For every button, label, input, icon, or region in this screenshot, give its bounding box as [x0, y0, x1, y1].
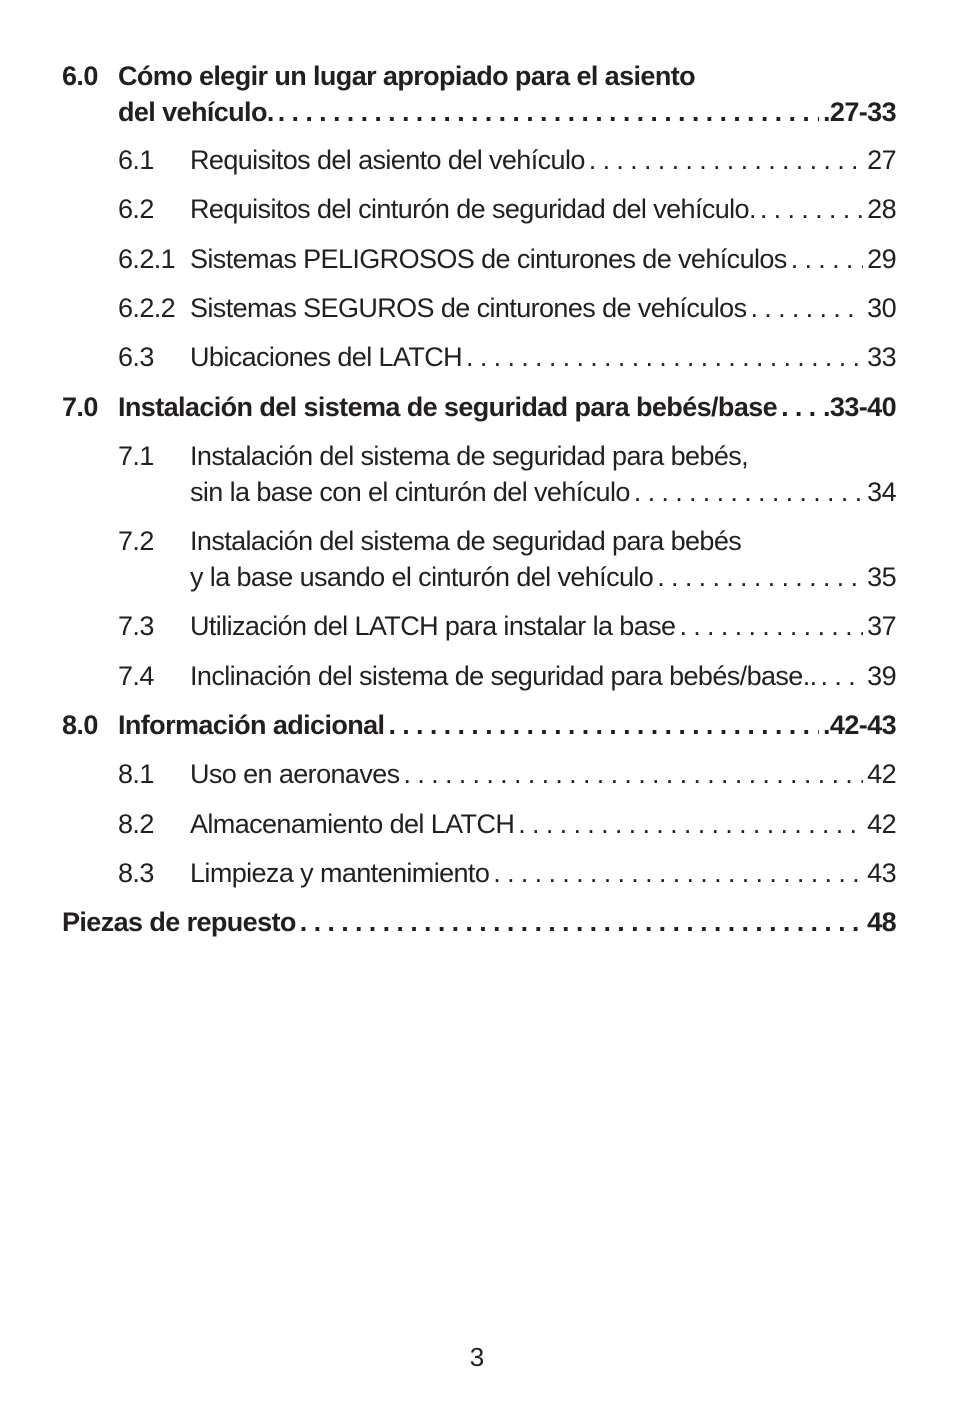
toc-entry-page: 42 [867, 759, 896, 789]
toc-dot-leader [585, 142, 863, 178]
toc-entry[interactable] [62, 806, 896, 842]
toc-entry-title: Instalación del sistema de seguridad para bebés/base [118, 392, 778, 422]
toc-entry-title: Información adicional [118, 710, 385, 740]
toc-entry-page: 30 [867, 293, 896, 323]
toc-dot-leader [400, 756, 864, 792]
toc-entry-page: 34 [867, 477, 896, 507]
toc-entry-title: Requisitos del asiento del vehículo [190, 145, 585, 175]
toc-entry-page: 37 [867, 611, 896, 641]
toc-entry[interactable] [62, 756, 896, 792]
toc-dot-leader [274, 94, 819, 130]
toc-entry[interactable] [62, 191, 896, 227]
toc-entry-page: 48 [867, 907, 896, 937]
toc-dot-leader [777, 389, 819, 425]
toc-entry-page: 33 [867, 342, 896, 372]
toc-entry-title: Cómo elegir un lugar apropiado para el asiento [118, 61, 696, 91]
toc-dot-leader [384, 707, 819, 743]
toc-entry-number: 7.1 [118, 441, 154, 471]
toc-entry[interactable] [62, 608, 896, 644]
toc-dot-leader [630, 474, 863, 510]
toc-entry-title: Instalación del sistema de seguridad para bebés, [190, 441, 749, 471]
toc-entry-number: 8.2 [118, 809, 154, 839]
toc-entry[interactable] [62, 707, 896, 743]
toc-dot-leader [462, 339, 863, 375]
toc-entry-number: 6.0 [62, 61, 98, 91]
toc-entry[interactable] [62, 658, 896, 694]
toc-entry[interactable] [62, 904, 896, 940]
toc-entry-title: Uso en aeronaves [190, 759, 400, 789]
toc-entry-page: 35 [867, 562, 896, 592]
toc-entry-number: 7.4 [118, 661, 154, 691]
toc-entry-title: Instalación del sistema de seguridad para bebés [190, 526, 742, 556]
toc-entry-title: Limpieza y mantenimiento [190, 858, 490, 888]
toc-entry-page: .33-40 [823, 392, 896, 422]
toc-entry-title: del vehículo. [118, 97, 274, 127]
toc-entry-number: 8.3 [118, 858, 154, 888]
toc-entry-title: Sistemas PELIGROSOS de cinturones de vehículos [190, 244, 787, 274]
toc-dot-leader [296, 904, 863, 940]
toc-entry-number: 8.0 [62, 710, 98, 740]
toc-entry-title: y la base usando el cinturón del vehículo [190, 562, 654, 592]
toc-entry-page: 27 [867, 145, 896, 175]
toc-entry-number: 6.2.2 [118, 293, 176, 323]
toc-entry[interactable] [62, 339, 896, 375]
toc-entry-title: Inclinación del sistema de seguridad para bebés/base.. [190, 661, 817, 691]
toc-entry[interactable] [62, 438, 896, 510]
toc-entry-title: Requisitos del cinturón de seguridad del vehículo. [190, 194, 756, 224]
toc-dot-leader [514, 806, 863, 842]
page-number: 3 [469, 1342, 485, 1372]
toc-entry[interactable] [62, 389, 896, 425]
toc-dot-leader [756, 191, 863, 227]
toc-entry-number: 6.2 [118, 194, 154, 224]
toc-entry-number: 7.0 [62, 392, 98, 422]
toc-dot-leader [489, 855, 863, 891]
toc-entry-page: .27-33 [823, 97, 896, 127]
toc-entry-title: Sistemas SEGUROS de cinturones de vehículos [190, 293, 747, 323]
toc-entry-page: 28 [867, 194, 896, 224]
toc-entry[interactable] [62, 241, 896, 277]
toc-entry-number: 6.3 [118, 342, 154, 372]
toc-entry-number: 8.1 [118, 759, 154, 789]
toc-entry-number: 7.3 [118, 611, 154, 641]
toc-entry-number: 6.1 [118, 145, 154, 175]
toc-entry-page: 39 [867, 661, 896, 691]
toc-dot-leader [653, 559, 863, 595]
toc-entry-title: Almacenamiento del LATCH [190, 809, 515, 839]
toc-entry-page: 42 [867, 809, 896, 839]
toc-entry[interactable] [62, 523, 896, 595]
toc-entry[interactable] [62, 855, 896, 891]
toc-dot-leader [787, 241, 863, 277]
toc-entry[interactable] [62, 142, 896, 178]
toc-entry-page: .42-43 [823, 710, 896, 740]
toc-entry-title: sin la base con el cinturón del vehículo [190, 477, 630, 507]
toc-entry-title: Piezas de repuesto [62, 907, 296, 937]
toc-dot-leader [817, 658, 864, 694]
toc-entry-title: Ubicaciones del LATCH [190, 342, 463, 372]
toc-entry-title: Utilización del LATCH para instalar la base [190, 611, 676, 641]
toc-entry-page: 43 [867, 858, 896, 888]
toc-entry[interactable] [62, 58, 896, 130]
toc-dot-leader [746, 290, 863, 326]
toc-dot-leader [675, 608, 863, 644]
toc-entry-number: 7.2 [118, 526, 154, 556]
toc-entry[interactable] [62, 290, 896, 326]
toc-entry-page: 29 [867, 244, 896, 274]
toc-entry-number: 6.2.1 [118, 244, 176, 274]
